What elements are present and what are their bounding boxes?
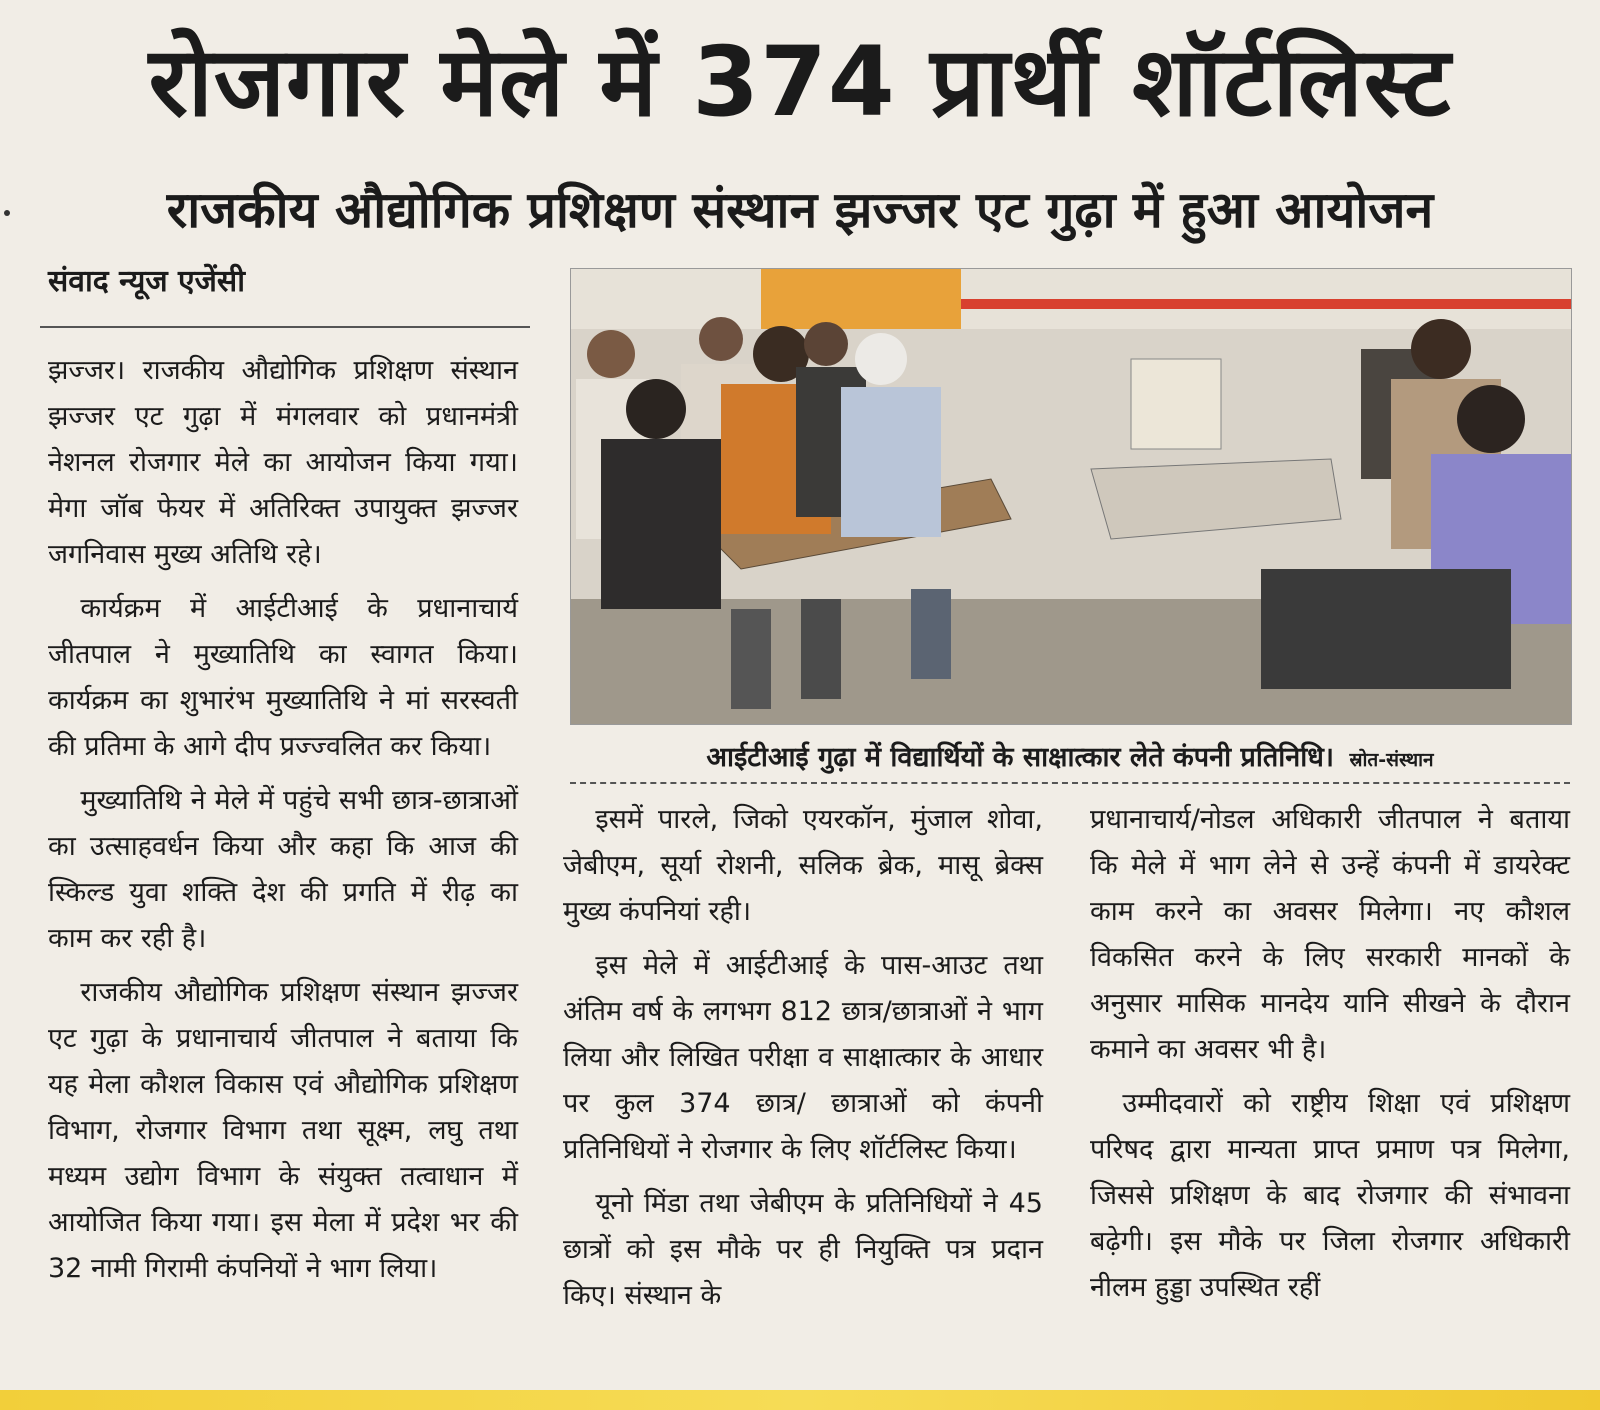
paragraph: इस मेले में आईटीआई के पास-आउट तथा अंतिम वर्ष के लगभग 812 छात्र/छात्राओं ने भाग लिया और लिखित परीक्षा व साक्षात्कार के आधार पर कुल 374 छात्र/ छात्राओं को कंपनी प्रतिनिधियों ने रोजगार के लिए शॉर्टलिस्ट किया। [563, 950, 1043, 1165]
interview-photo [570, 268, 1572, 725]
column-3 [1090, 797, 1570, 1311]
paragraph: झज्जर। राजकीय औद्योगिक प्रशिक्षण संस्थान झज्जर एट गुढ़ा में मंगलवार को प्रधानमंत्री नेशनल रोजगार मेले का आयोजन किया गया। मेगा जॉब फेयर में अतिरिक्त उपायुक्त झज्जर जगनिवास मुख्य अतिथि रहे। [48, 355, 518, 570]
byline: संवाद न्यूज एजेंसी [48, 264, 245, 299]
photo-source: स्रोत-संस्थान [1349, 749, 1434, 771]
page-edge-band [0, 1390, 1600, 1410]
column-1 [48, 348, 518, 1292]
paragraph: प्रधानाचार्य/नोडल अधिकारी जीतपाल ने बताया कि मेले में भाग लेने से उन्हें कंपनी में डायरेक्ट काम करने का अवसर मिलेगा। नए कौशल विकसित करने के लिए सरकारी मानकों के अनुसार मासिक मानदेय यानि सीखने के दौरान कमाने का अवसर भी है। [1090, 804, 1570, 1065]
column-2 [563, 797, 1043, 1319]
photo-caption [570, 738, 1570, 780]
headline: रोजगार मेले में 374 प्रार्थी शॉर्टलिस्ट [148, 26, 1452, 138]
paragraph: यूनो मिंडा तथा जेबीएम के प्रतिनिधियों ने 45 छात्रों को इस मौके पर ही नियुक्ति पत्र प्रदान किए। संस्थान के [563, 1188, 1043, 1311]
subheadline: राजकीय औद्योगिक प्रशिक्षण संस्थान झज्जर एट गुढ़ा में हुआ आयोजन [166, 181, 1434, 239]
paragraph: इसमें पारले, जिको एयरकॉन, मुंजाल शोवा, जेबीएम, सूर्या रोशनी, सलिक ब्रेक, मासू ब्रेक्स मुख्य कंपनियां रही। [563, 804, 1043, 927]
paragraph: मुख्यातिथि ने मेले में पहुंचे सभी छात्र-छात्राओं का उत्साहवर्धन किया और कहा कि आज की स्किल्ड युवा शक्ति देश की प्रगति में रीढ़ का काम कर रही है। [48, 785, 518, 954]
caption-text: आईटीआई गुढ़ा में विद्यार्थियों के साक्षात्कार लेते कंपनी प्रतिनिधि। [706, 742, 1335, 773]
byline-rule [40, 326, 530, 328]
paragraph: उम्मीदवारों को राष्ट्रीय शिक्षा एवं प्रशिक्षण परिषद द्वारा मान्यता प्राप्त प्रमाण पत्र मिलेगा, जिससे प्रशिक्षण के बाद रोजगार की संभावना बढ़ेगी। इस मौके पर जिला रोजगार अधिकारी नीलम हुड्डा उपस्थित रहीं [1090, 1088, 1570, 1303]
paragraph: राजकीय औद्योगिक प्रशिक्षण संस्थान झज्जर एट गुढ़ा के प्रधानाचार्य जीतपाल ने बताया कि यह मेला कौशल विकास एवं औद्योगिक प्रशिक्षण विभाग, रोजगार विभाग तथा सूक्ष्म, लघु तथा मध्यम उद्योग विभाग के संयुक्त तत्वाधान में आयोजित किया गया। इस मेला में प्रदेश भर की 32 नामी गिरामी कंपनियों ने भाग लिया। [48, 977, 518, 1284]
photo-illustration [571, 269, 1571, 724]
caption-rule [570, 782, 1570, 784]
margin-mark [4, 210, 10, 216]
paragraph: कार्यक्रम में आईटीआई के प्रधानाचार्य जीतपाल ने मुख्यातिथि का स्वागत किया। कार्यक्रम का शुभारंभ मुख्यातिथि ने मां सरस्वती की प्रतिमा के आगे दीप प्रज्ज्वलित कर किया। [48, 593, 518, 762]
